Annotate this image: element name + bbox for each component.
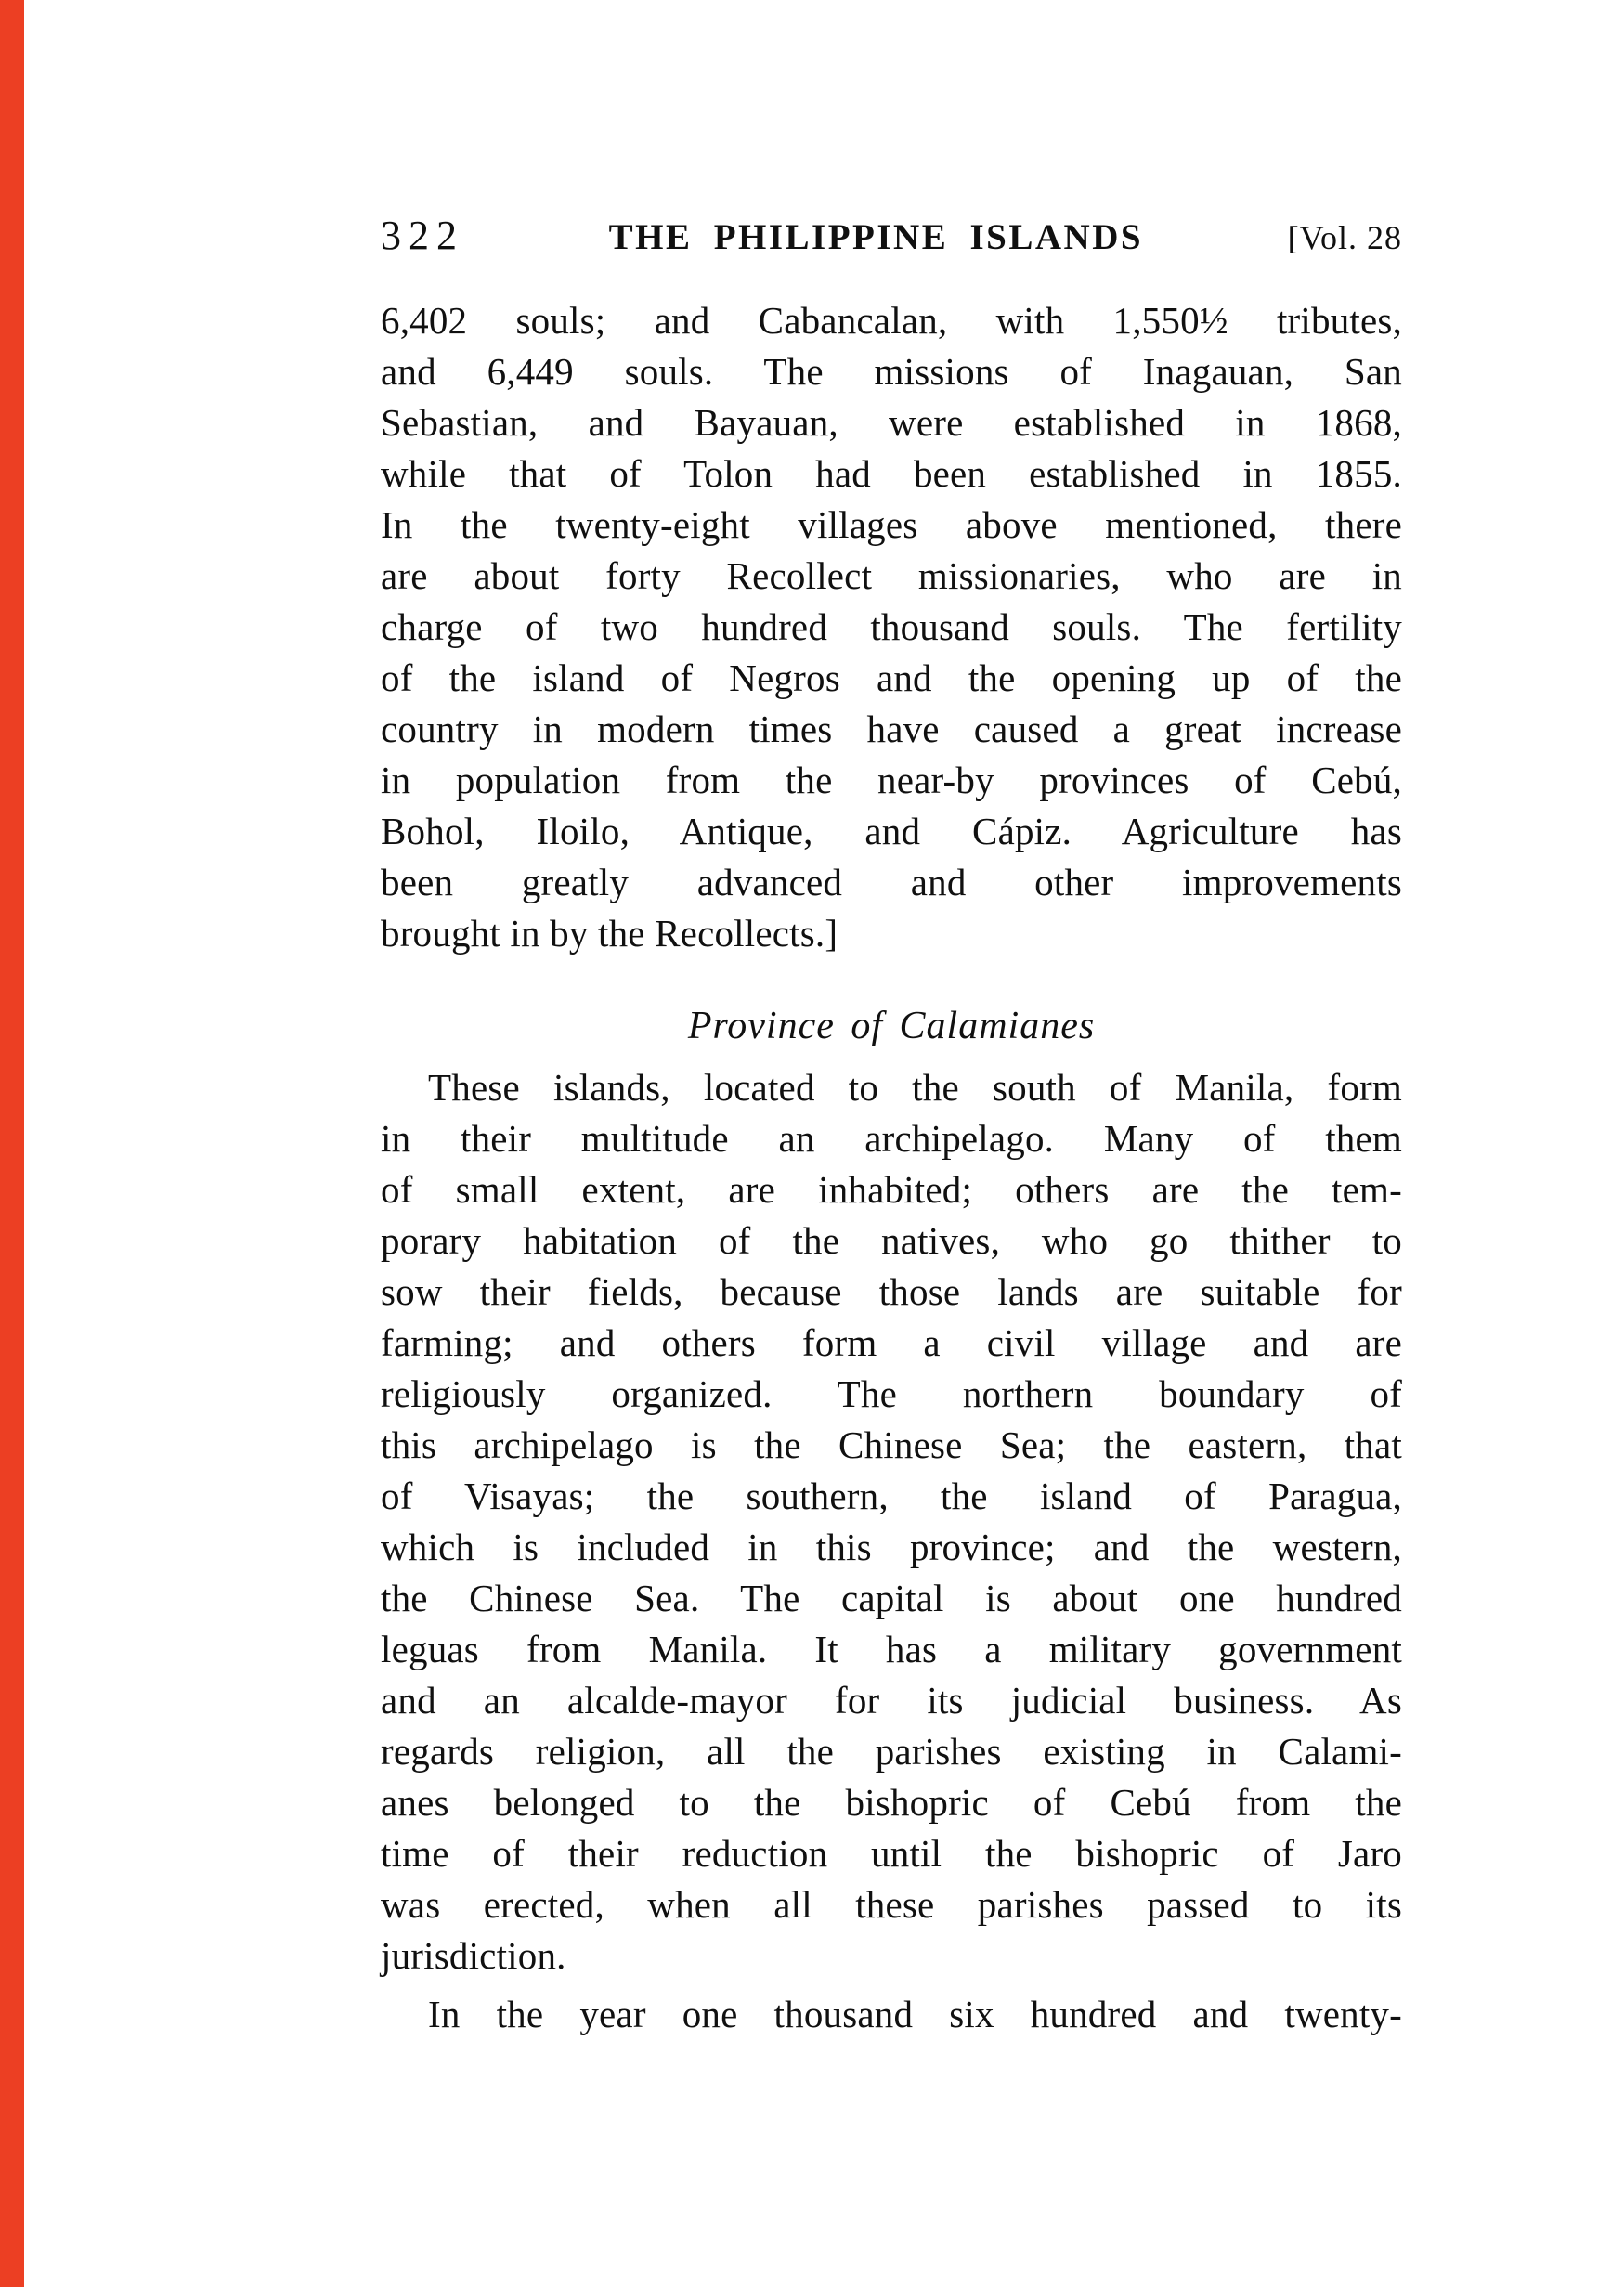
- text-line: porary habitation of the natives, who go thither to: [381, 1219, 1402, 1262]
- text-line: farming; and others form a civil village and are: [381, 1321, 1402, 1364]
- paragraph-continuation: [381, 1989, 1402, 2040]
- text-line: regards religion, all the parishes existing in Calami-: [381, 1730, 1402, 1773]
- page-header: [381, 215, 1402, 256]
- running-title: THE PHILIPPINE ISLANDS: [608, 217, 1144, 257]
- text-line: time of their reduction until the bishopric of Jaro: [381, 1832, 1402, 1875]
- text-line: the Chinese Sea. The capital is about one hundred: [381, 1577, 1402, 1619]
- section-heading: Province of Calamianes: [687, 1005, 1096, 1047]
- text-line: of Visayas; the southern, the island of Paragua,: [381, 1475, 1402, 1517]
- text-line: in population from the near-by provinces of Cebú,: [381, 759, 1402, 801]
- text-line: are about forty Recollect missionaries, who are in: [381, 554, 1402, 597]
- text-line: jurisdiction.: [381, 1934, 566, 1977]
- text-line: religiously organized. The northern boundary of: [381, 1372, 1402, 1415]
- text-line: 6,402 souls; and Cabancalan, with 1,550½ tributes,: [381, 299, 1402, 342]
- text-line: These islands, located to the south of Manila, form: [428, 1066, 1402, 1109]
- text-line: Bohol, Iloilo, Antique, and Cápiz. Agriculture has: [381, 810, 1402, 852]
- text-line: of the island of Negros and the opening up of the: [381, 656, 1402, 699]
- text-line: In the twenty-eight villages above mentioned, there: [381, 503, 1402, 546]
- scan-edge-stripe: [0, 0, 24, 2287]
- text-line: country in modern times have caused a great increase: [381, 708, 1402, 750]
- text-line: in their multitude an archipelago. Many of them: [381, 1117, 1402, 1160]
- text-column: [381, 295, 1402, 2040]
- text-line: and 6,449 souls. The missions of Inagauan, San: [381, 350, 1402, 393]
- text-line: In the year one thousand six hundred and twenty-: [428, 1993, 1402, 2035]
- text-line: while that of Tolon had been established in 1855.: [381, 452, 1402, 495]
- text-line: Sebastian, and Bayauan, were established in 1868,: [381, 401, 1402, 444]
- volume-label: [Vol. 28: [1287, 219, 1402, 256]
- text-line: sow their fields, because those lands are suitable for: [381, 1270, 1402, 1313]
- paragraph-recollect-missions: [381, 295, 1402, 959]
- text-line: leguas from Manila. It has a military government: [381, 1628, 1402, 1670]
- text-line: been greatly advanced and other improvements: [381, 861, 1402, 903]
- text-line: and an alcalde-mayor for its judicial business. As: [381, 1679, 1402, 1722]
- page-number: 322: [381, 213, 464, 258]
- text-line: anes belonged to the bishopric of Cebú from the: [381, 1781, 1402, 1824]
- text-line: brought in by the Recollects.]: [381, 912, 838, 955]
- text-line: which is included in this province; and the western,: [381, 1526, 1402, 1568]
- text-line: was erected, when all these parishes passed to its: [381, 1883, 1402, 1926]
- text-line: charge of two hundred thousand souls. The fertility: [381, 605, 1402, 648]
- text-line: of small extent, are inhabited; others are the tem-: [381, 1168, 1402, 1211]
- text-line: this archipelago is the Chinese Sea; the eastern, that: [381, 1423, 1402, 1466]
- paragraph-calamianes: [381, 1062, 1402, 1982]
